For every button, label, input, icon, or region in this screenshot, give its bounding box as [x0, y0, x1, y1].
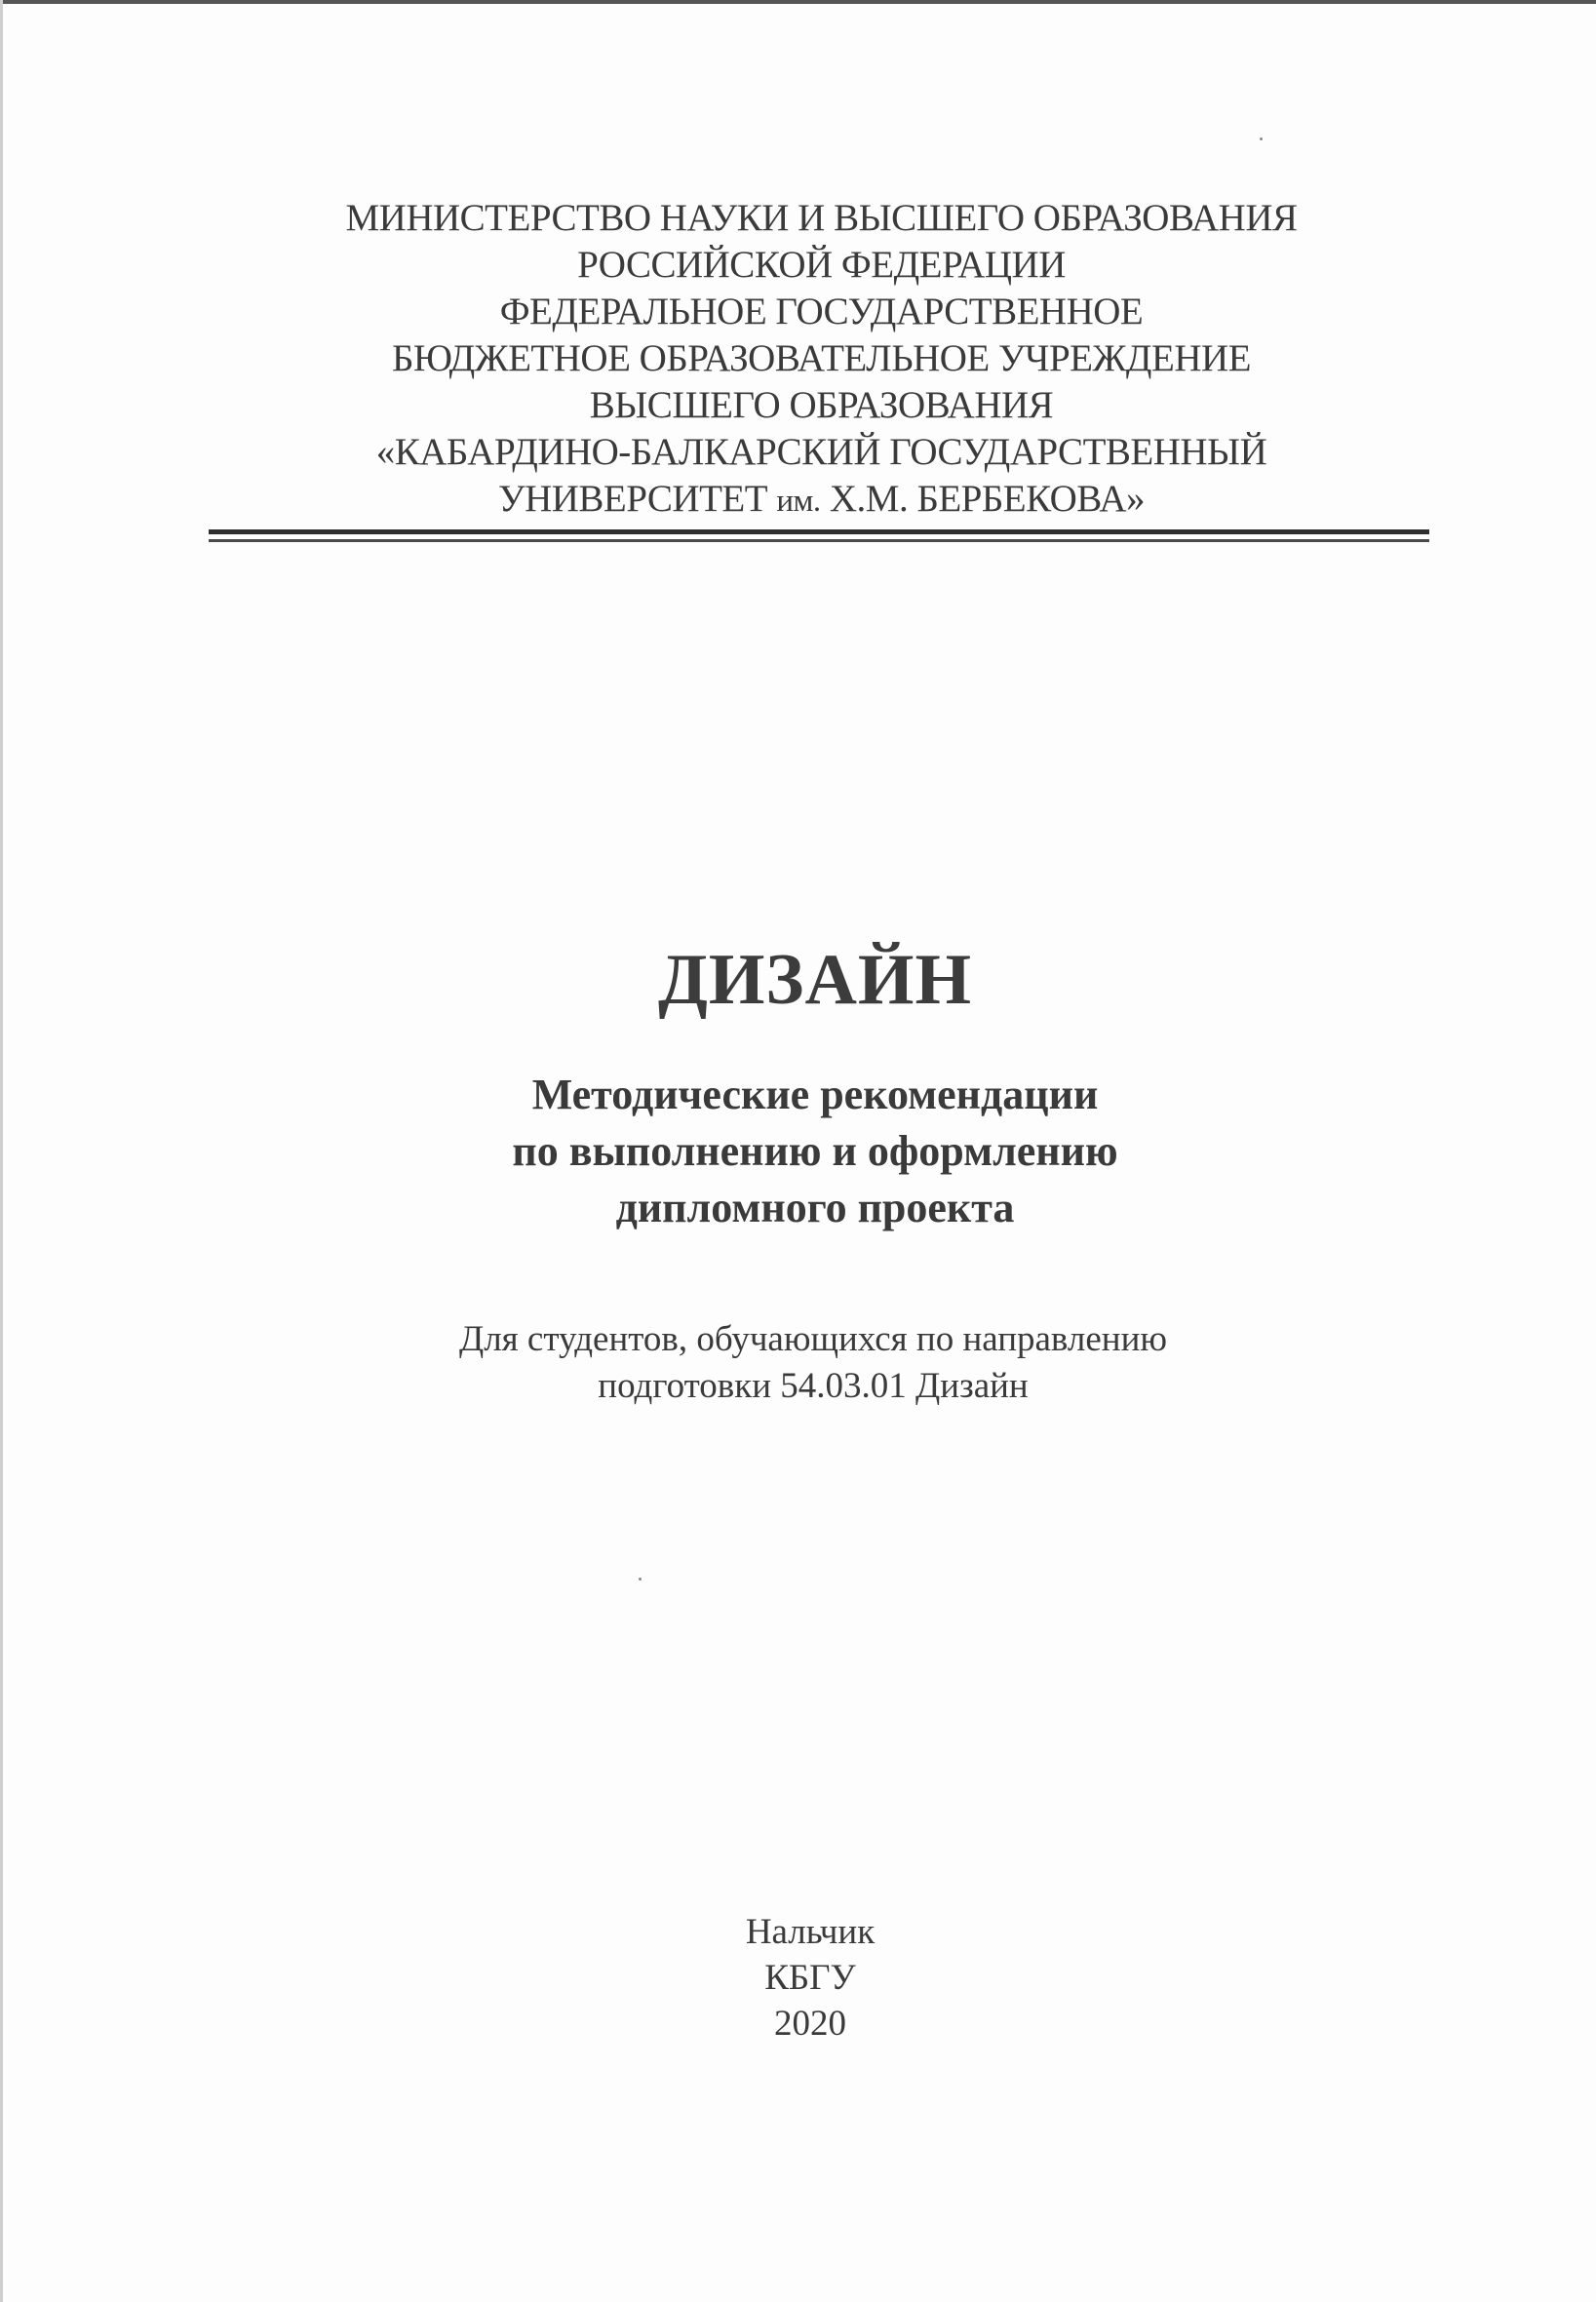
imprint-publisher: КБГУ [764, 1958, 856, 1998]
header-line: МИНИСТЕРСТВО НАУКИ И ВЫСШЕГО ОБРАЗОВАНИЯ [345, 197, 1298, 239]
subtitle-line: Методические рекомендации [531, 1071, 1099, 1118]
header-line: БЮДЖЕТНОЕ ОБРАЗОВАТЕЛЬНОЕ УЧРЕЖДЕНИЕ [392, 337, 1251, 379]
header-line: ВЫСШЕГО ОБРАЗОВАНИЯ [589, 384, 1054, 426]
audience-line: подготовки 54.03.01 Дизайн [598, 1366, 1029, 1406]
subtitle-line: дипломного проекта [615, 1184, 1015, 1231]
audience-line: Для студентов, обучающихся по направлению [458, 1319, 1168, 1359]
header-line: ФЕДЕРАЛЬНОЕ ГОСУДАРСТВЕННОЕ [499, 291, 1144, 332]
subtitle-line: по выполнению и оформлению [512, 1127, 1118, 1175]
scan-speck [1260, 137, 1263, 140]
scan-top-edge [0, 0, 1596, 4]
audience-note [0, 1316, 1596, 1410]
header-line: «КАБАРДИНО-БАЛКАРСКИЙ ГОСУДАРСТВЕННЫЙ [375, 431, 1267, 473]
institution-header [0, 195, 1596, 525]
document-subtitle [0, 1067, 1596, 1236]
header-rule-thin [209, 539, 1429, 542]
scan-speck [639, 1578, 642, 1580]
imprint [0, 1909, 1596, 2047]
header-rule-thick [209, 529, 1429, 534]
header-line-end: Х.М. БЕРБЕКОВА» [829, 478, 1146, 520]
header-line-abbrev: им. [776, 484, 821, 519]
header-line-university [0, 476, 1596, 525]
imprint-city: Нальчик [745, 1912, 876, 1952]
document-title: ДИЗАЙН [657, 940, 973, 1020]
header-line-start: УНИВЕРСИТЕТ [497, 478, 768, 520]
imprint-year: 2020 [774, 2004, 846, 2044]
header-line: РОССИЙСКОЙ ФЕДЕРАЦИИ [577, 244, 1066, 286]
